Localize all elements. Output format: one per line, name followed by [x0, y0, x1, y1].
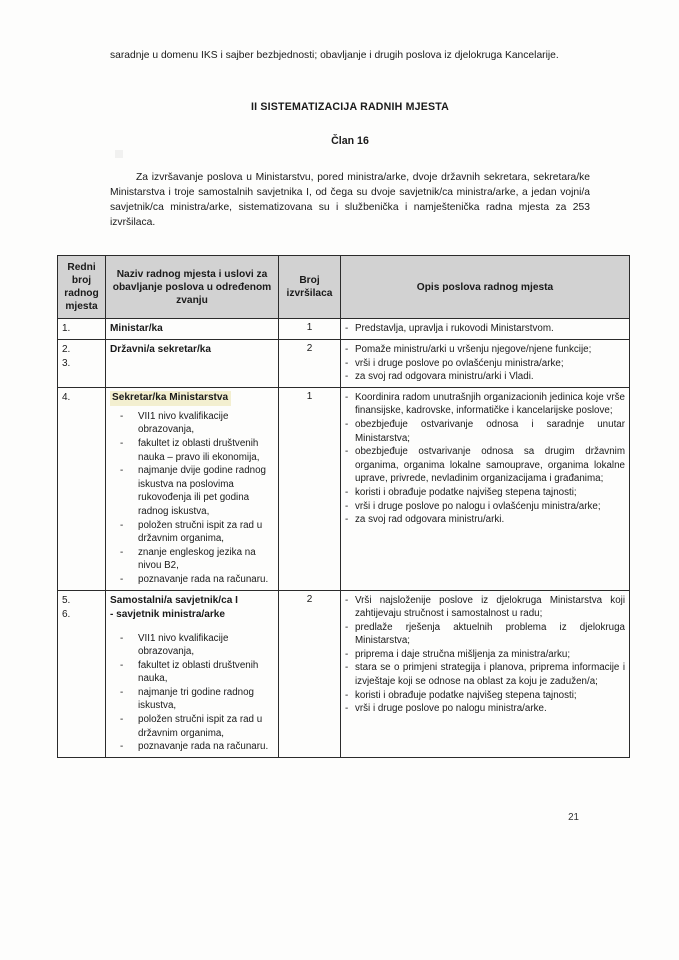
column-header-description: Opis poslova radnog mjesta: [341, 256, 630, 319]
table-row: [58, 387, 630, 590]
row-number-cell: [58, 387, 106, 590]
requirement-item: - VII1 nivo kvalifikacije obrazovanja,: [116, 410, 274, 437]
duty-item: - koristi i obrađuje podatke najvišeg stepena tajnosti;: [345, 486, 625, 500]
row-number: 3.: [62, 358, 71, 369]
duties-cell: [341, 590, 630, 757]
executor-count-cell: 1: [279, 319, 341, 340]
job-title: Sekretar/ka Ministarstva: [110, 391, 231, 406]
duties-list: [345, 594, 625, 716]
column-header-count: Broj izvršilaca: [279, 256, 341, 319]
duty-item: - Vrši najsloženije poslove iz djelokruga Ministarstva koji zahtijevaju stručnost i samostalnost u radu;: [345, 594, 625, 621]
requirement-item: - VII1 nivo kvalifikacije obrazovanja,: [116, 632, 274, 659]
body-paragraph: Za izvršavanje poslova u Ministarstvu, pored ministra/arke, dvoje državnih sekretara, sekretara/ke Ministarstva i troje samostalnih savjetnika I, od čega su dvoje savjetnik/ca ministra/arke, a jedan vojni/a savjetnik/ca ministra/arke, sistematizovana su i službenička i namještenička radna mjesta za 253 izvršilaca.: [110, 172, 590, 228]
requirement-item: - poznavanje rada na računaru.: [116, 740, 274, 754]
systematization-table-wrapper: [57, 255, 629, 758]
column-header-number: Redni broj radnog mjesta: [58, 256, 106, 319]
row-number-cell: [58, 340, 106, 388]
duties-cell: [341, 387, 630, 590]
duties-list: [345, 322, 625, 336]
duty-item: - stara se o primjeni strategija i planova, priprema informacije i izvještaje koji se odnose na oblast za koju je zadužen/a;: [345, 661, 625, 688]
row-number: 4.: [62, 391, 71, 403]
table-row: [58, 319, 630, 340]
page-number: 21: [568, 812, 579, 823]
duty-item: - priprema i daje stručna mišljenja za ministra/arku;: [345, 648, 625, 662]
requirement-item: - znanje engleskog jezika na nivou B2,: [116, 546, 274, 573]
intro-paragraph: saradnje u domenu IKS i sajber bezbjednosti; obavljanje i drugih poslova iz djelokruga Kancelarije.: [110, 50, 559, 61]
requirement-item: - položen stručni ispit za rad u državnim organima,: [116, 519, 274, 546]
duty-item: - predlaže rješenja aktuelnih problema iz djelokruga Ministarstva;: [345, 621, 625, 648]
spacer: [110, 622, 274, 628]
row-number-cell: [58, 590, 106, 757]
requirements-list: [110, 632, 274, 754]
duty-item: - koristi i obrađuje podatke najvišeg stepena tajnosti;: [345, 689, 625, 703]
duty-item: - za svoj rad odgovara ministru/arki i Vladi.: [345, 370, 625, 384]
table-row: [58, 340, 630, 388]
duties-list: [345, 391, 625, 527]
job-subtitle: - savjetnik ministra/arke: [110, 608, 226, 620]
row-number: 2.: [62, 344, 71, 355]
duty-item: - vrši i druge poslove po nalogu i ovlašćenju ministra/arke;: [345, 500, 625, 514]
duties-cell: [341, 340, 630, 388]
systematization-table: [57, 255, 630, 758]
requirement-item: - položen stručni ispit za rad u državnim organima,: [116, 713, 274, 740]
article-heading: Član 16: [331, 135, 369, 147]
executor-count-cell: 1: [279, 387, 341, 590]
duty-item: - Koordinira radom unutrašnjih organizacionih jedinica koje vrše finansijske, kadrovske, informatičke i kancelarijske poslove;: [345, 391, 625, 418]
requirement-item: - najmanje tri godine radnog iskustva,: [116, 686, 274, 713]
table-head: [58, 256, 630, 319]
job-title: Ministar/ka: [110, 323, 163, 334]
requirements-list: [110, 410, 274, 587]
row-number: 1.: [62, 323, 71, 334]
row-number: 6.: [62, 608, 71, 620]
executor-count-cell: 2: [279, 590, 341, 757]
job-title-cell: [106, 387, 279, 590]
executor-count-cell: 2: [279, 340, 341, 388]
job-title-cell: [106, 319, 279, 340]
duty-item: - obezbjeđuje ostvarivanje odnosa i saradnje unutar Ministarstva;: [345, 418, 625, 445]
section-heading: II SISTEMATIZACIJA RADNIH MJESTA: [250, 101, 450, 113]
document-body: [110, 48, 590, 230]
requirement-item: - fakultet iz oblasti društvenih nauka,: [116, 659, 274, 686]
job-title: Državni/a sekretar/ka: [110, 344, 212, 355]
row-number-cell: [58, 319, 106, 340]
job-title-cell: [106, 340, 279, 388]
requirement-item: - fakultet iz oblasti društvenih nauka – pravo ili ekonomija,: [116, 437, 274, 464]
job-title: Samostalni/a savjetnik/ca I: [110, 594, 238, 606]
duty-item: - vrši i druge poslove po ovlašćenju ministra/arke;: [345, 357, 625, 371]
duty-item: - za svoj rad odgovara ministru/arki.: [345, 513, 625, 527]
table-header-row: [58, 256, 630, 319]
requirement-item: - najmanje dvije godine radnog iskustva na poslovima rukovođenja ili pet godina radnog iskustva,: [116, 464, 274, 518]
table-body: [58, 319, 630, 758]
duties-cell: [341, 319, 630, 340]
table-row: [58, 590, 630, 757]
row-number: 5.: [62, 594, 71, 606]
duty-item: - obezbjeđuje ostvarivanje odnosa sa drugim državnim organima, organima lokalne samouprave, organima lokalne uprave, privrede, nevladinim organizacijama i građanima;: [345, 445, 625, 486]
job-title-cell: [106, 590, 279, 757]
duty-item: - vrši i druge poslove po nalogu ministra/arke.: [345, 702, 625, 716]
requirement-item: - poznavanje rada na računaru.: [116, 573, 274, 587]
duties-list: [345, 343, 625, 384]
duty-item: - Pomaže ministru/arki u vršenju njegove/njene funkcije;: [345, 343, 625, 357]
column-header-name: Naziv radnog mjesta i uslovi za obavljanje poslova u određenom zvanju: [106, 256, 279, 319]
duty-item: - Predstavlja, upravlja i rukovodi Ministarstvom.: [345, 322, 625, 336]
